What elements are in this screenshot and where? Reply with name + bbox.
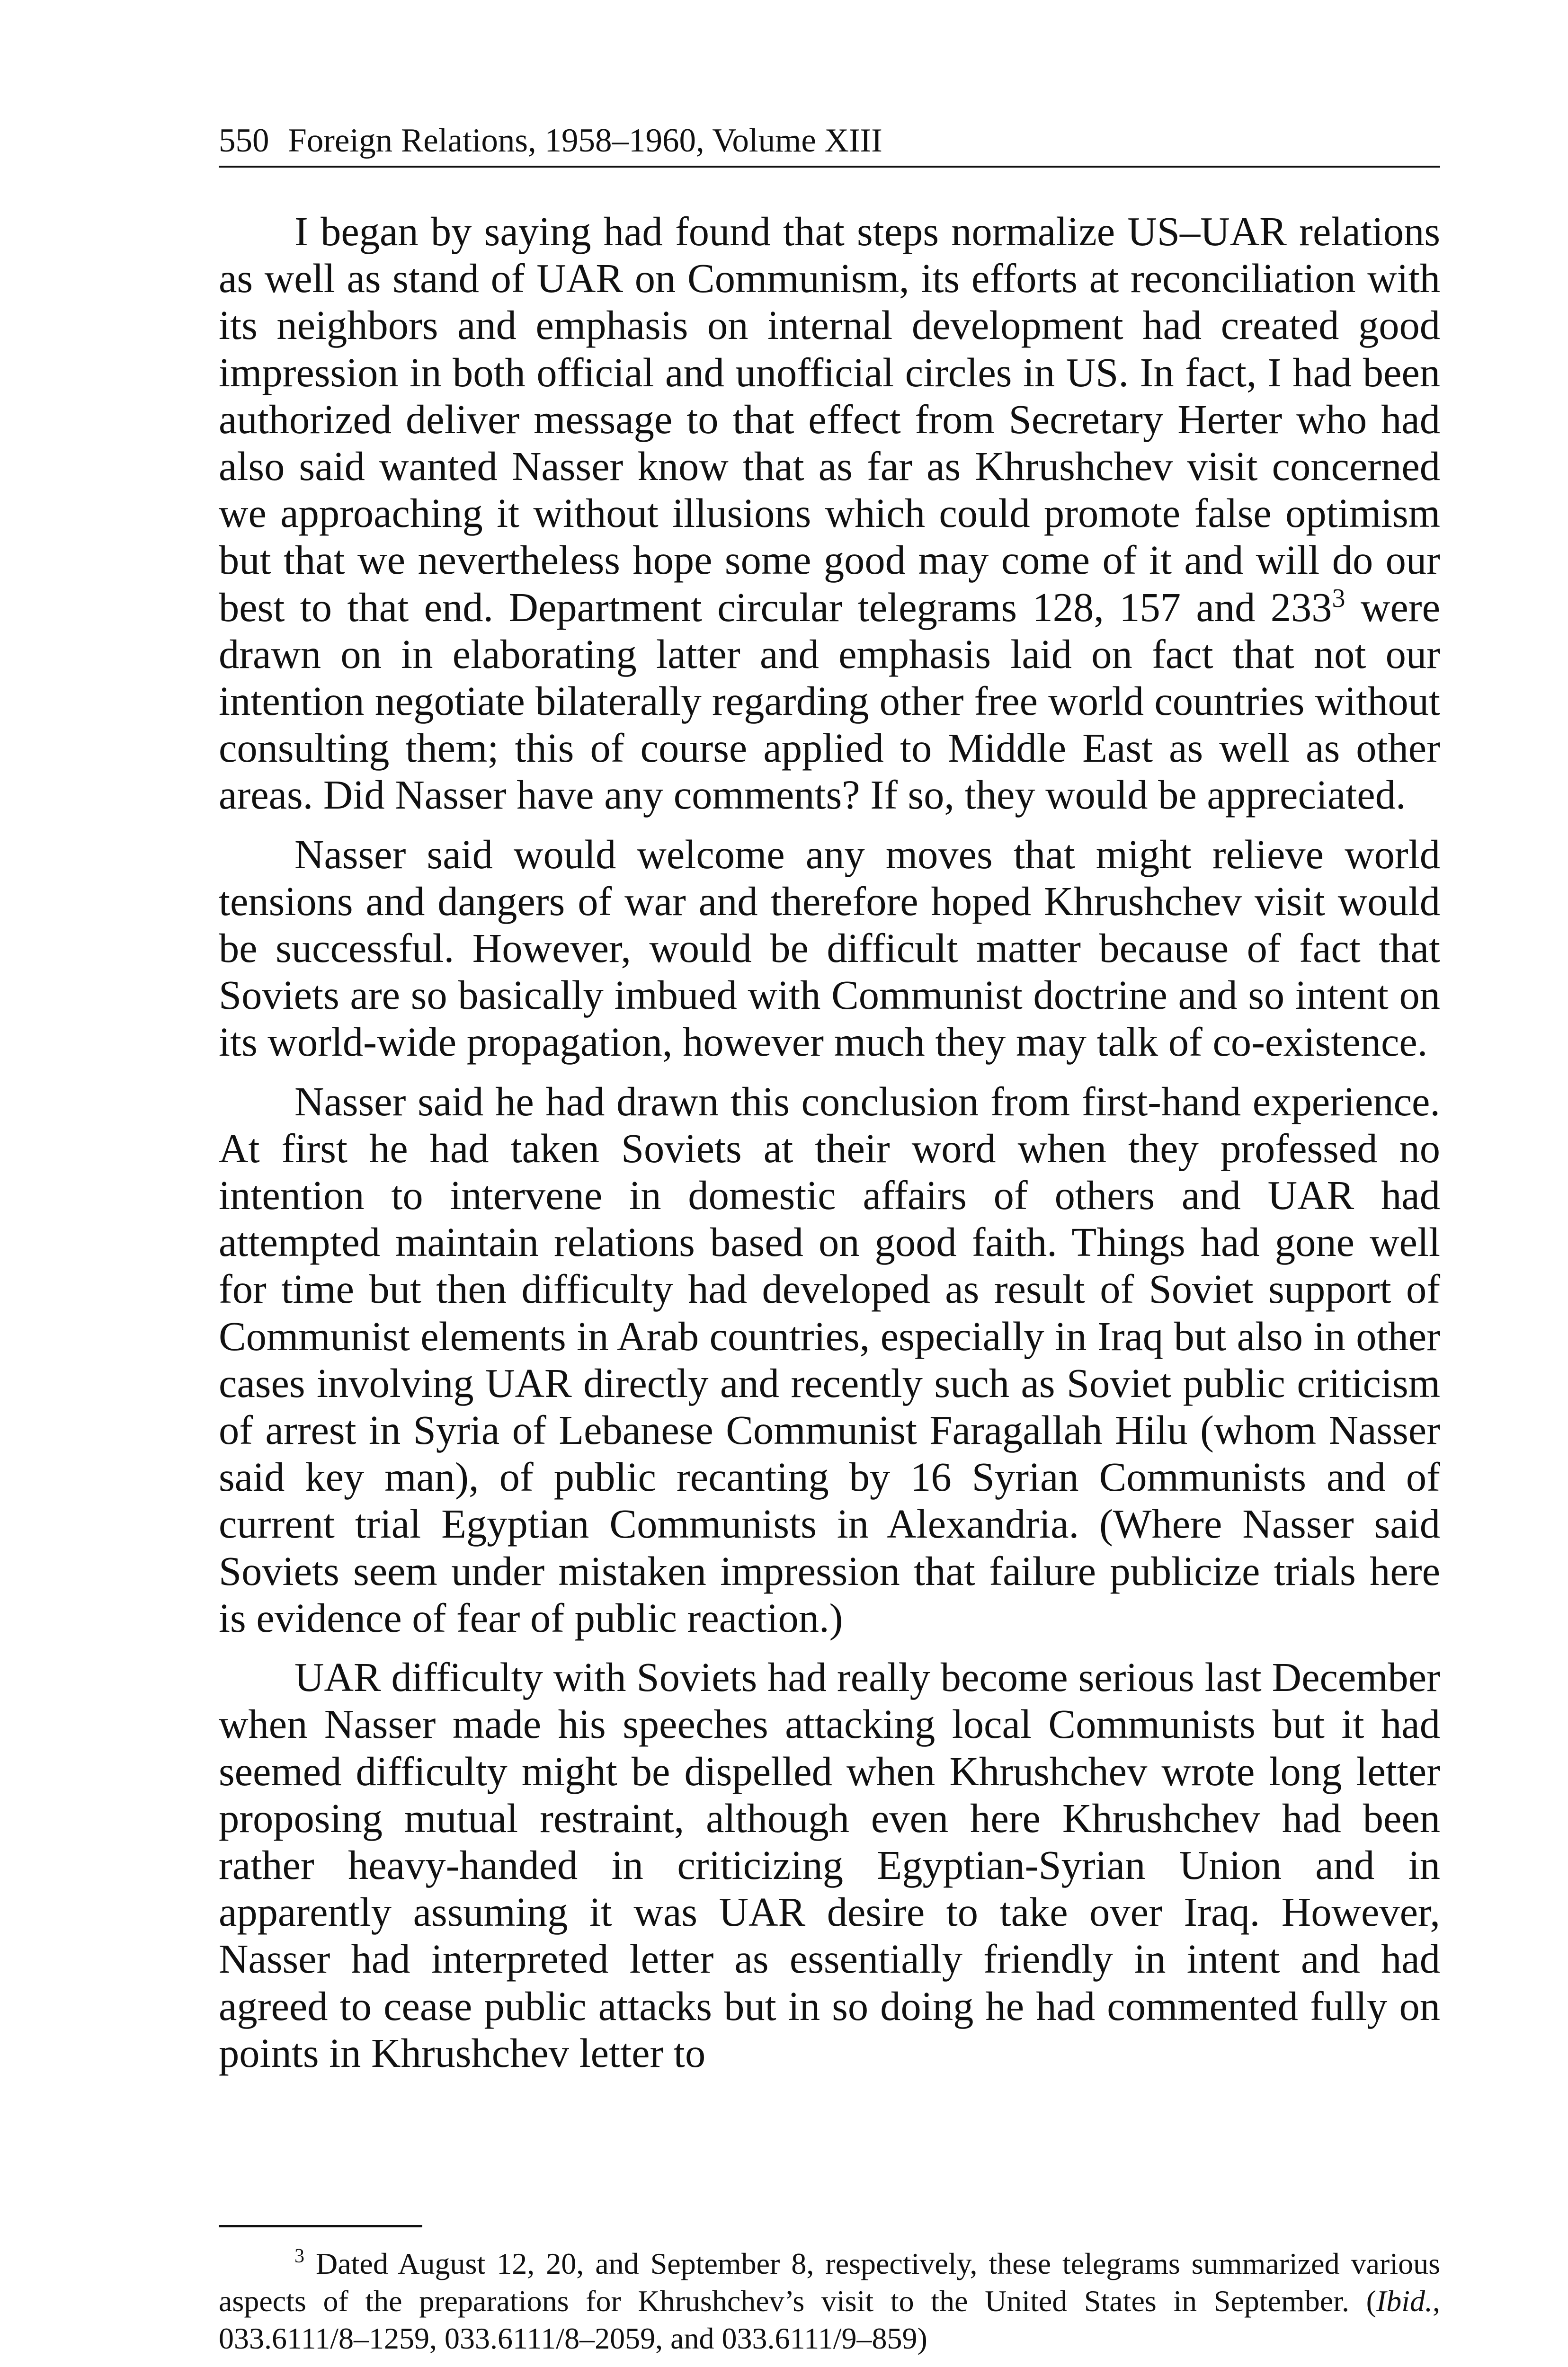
footnote-ibid: Ibid. <box>1376 2284 1433 2318</box>
footnote-3 <box>219 2245 1440 2357</box>
paragraph-1-text-b: were drawn on in elaborating latter and emphasis laid on fact that not our intention negotiate bilaterally regarding other free world countries without consulting them; this of course applied to Middle East as well as other areas. Did Nasser have any comments? If so, they would be appreciated. <box>219 584 1440 818</box>
footnote-marker: 3 <box>294 2245 304 2267</box>
footnote-text: Dated August 12, 20, and September 8, respectively, these telegrams summarized various aspects of the preparations for Khrushchev’s visit to the United States in September. ( <box>219 2247 1440 2318</box>
footnote-reference-3: 3 <box>1332 583 1345 613</box>
paragraph-1 <box>219 208 1440 819</box>
body-text <box>219 208 1440 2089</box>
page-number: 550 <box>219 122 269 159</box>
footnote-rule <box>219 2225 422 2227</box>
running-head <box>219 119 1440 162</box>
paragraph-4: UAR difficulty with Soviets had really become serious last December when Nasser made his speeches attacking local Communists but it had seemed difficulty might be dispelled when Khrushchev wrote long letter proposing mutual restraint, although even here Khrushchev had been rather heavy-handed in criticizing Egyptian-Syrian Union and in apparently assuming it was UAR desire to take over Iraq. However, Nasser had interpreted letter as essentially friendly in intent and had agreed to cease public attacks but in so doing he had commented fully on points in Khrushchev letter to <box>219 1655 1440 2076</box>
footnote-file-references: , 033.6111/8–1259, 033.6111/8–2059, and 033.6111/9–859) <box>219 2284 1440 2355</box>
running-title: Foreign Relations, 1958–1960, Volume XIII <box>288 122 882 159</box>
header-rule <box>219 166 1440 168</box>
paragraph-2: Nasser said would welcome any moves that might relieve world tensions and dangers of war and therefore hoped Khrushchev visit would be successful. However, would be difficult matter because of fact that Soviets are so basically imbued with Communist doctrine and so intent on its world-wide propagation, however much they may talk of co-existence. <box>219 831 1440 1065</box>
paragraph-1-text-a: I began by saying had found that steps normalize US–UAR relations as well as stand of UAR on Communism, its efforts at reconciliation with its neighbors and emphasis on internal development had created good impression in both official and unofficial circles in US. In fact, I had been authorized deliver message to that effect from Secretary Herter who had also said wanted Nasser know that as far as Khrushchev visit concerned we approaching it without illusions which could promote false optimism but that we nevertheless hope some good may come of it and will do our best to that end. Department circular telegrams 128, 157 and 233 <box>219 209 1440 630</box>
paragraph-3: Nasser said he had drawn this conclusion from first-hand experience. At first he had taken Soviets at their word when they professed no intention to intervene in domestic affairs of others and UAR had attempted maintain relations based on good faith. Things had gone well for time but then difficulty had developed as result of Soviet support of Communist elements in Arab countries, especially in Iraq but also in other cases involving UAR directly and recently such as Soviet public criticism of arrest in Syria of Lebanese Communist Faragallah Hilu (whom Nasser said key man), of public recanting by 16 Syrian Communists and of current trial Egyptian Communists in Alexandria. (Where Nasser said Soviets seem under mistaken impression that failure publicize trials here is evidence of fear of public reaction.) <box>219 1078 1440 1641</box>
